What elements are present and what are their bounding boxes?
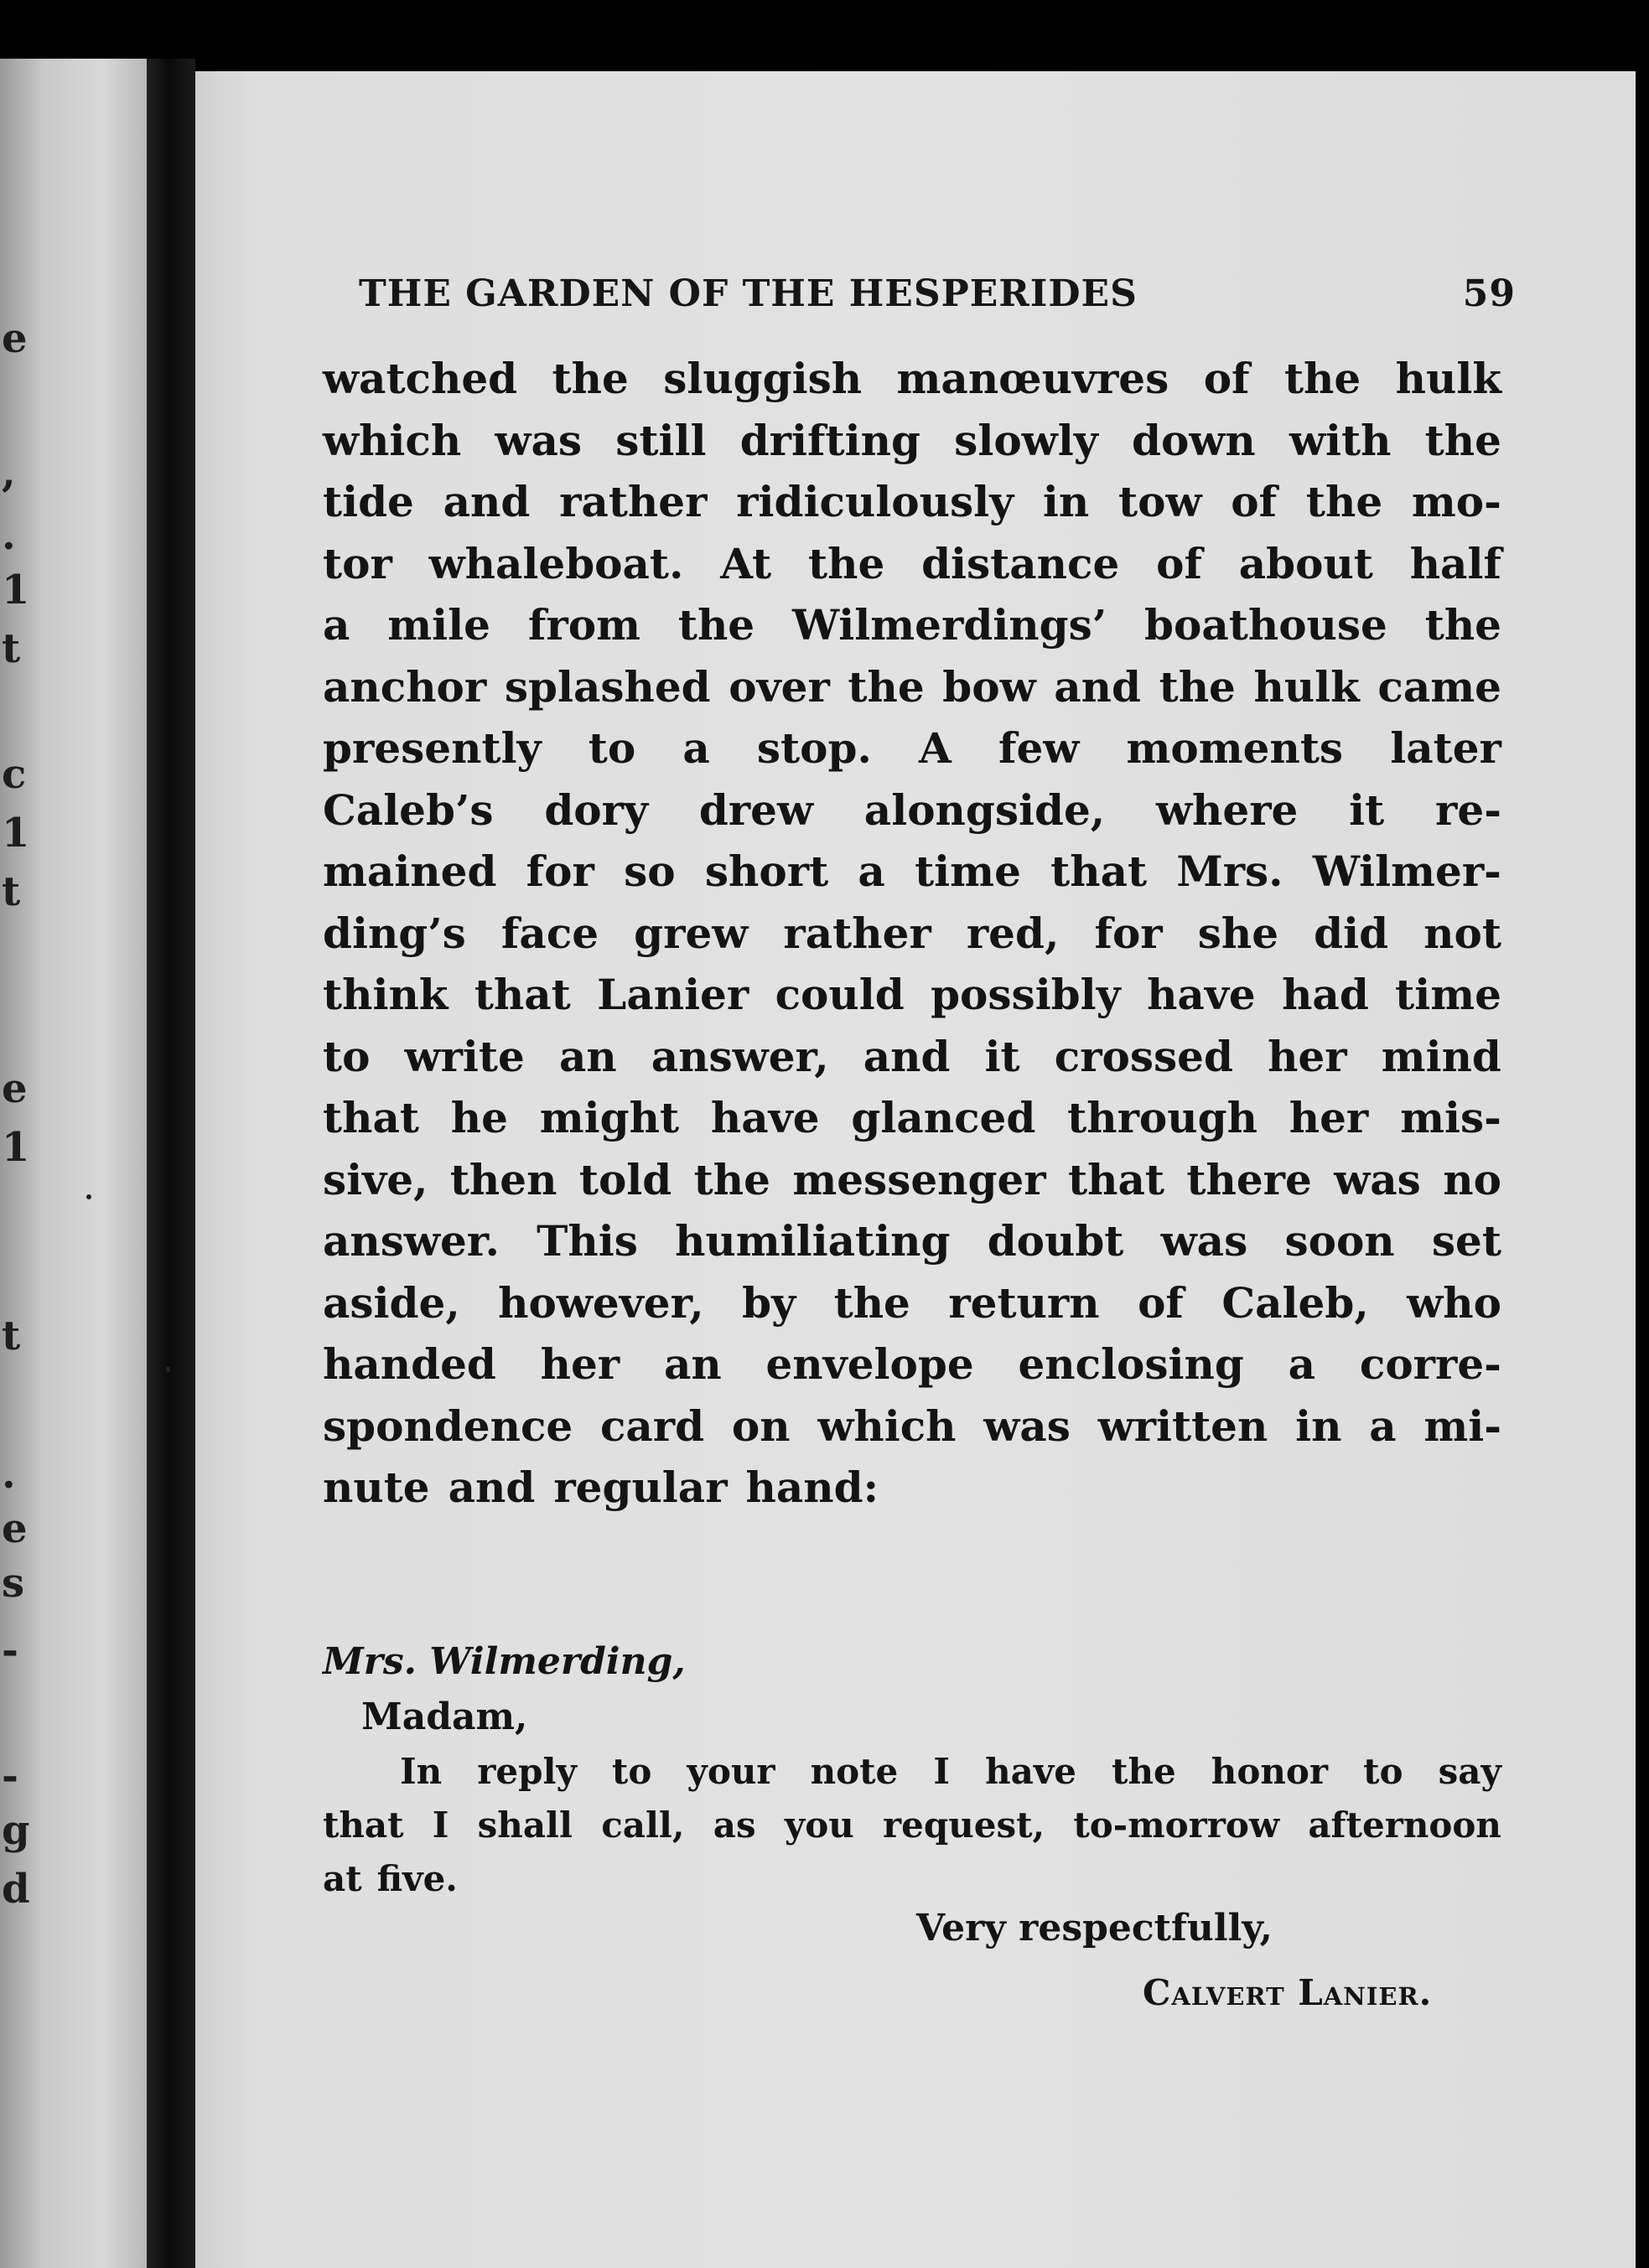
text-line: a mile from the Wilmerdings’ boathouse the xyxy=(323,600,1501,650)
text-line: presently to a stop. A few moments later xyxy=(323,723,1501,773)
running-head-title: THE GARDEN OF THE HESPERIDES xyxy=(359,272,1138,315)
letter-body xyxy=(323,1745,1501,1906)
previous-page-edge xyxy=(0,59,147,2268)
text-line: ding’s face grew rather red, for she did not xyxy=(323,908,1501,958)
text-line: tide and rather ridiculously in tow of the mo- xyxy=(323,477,1501,526)
text-line: anchor splashed over the bow and the hulk came xyxy=(323,661,1501,712)
previous-page-char: , xyxy=(2,449,16,496)
previous-page-char: d xyxy=(2,1866,30,1913)
scan-speck xyxy=(86,1194,91,1199)
text-line: spondence card on which was written in a mi- xyxy=(323,1401,1501,1451)
page-number: 59 xyxy=(1462,272,1516,315)
previous-page-char: t xyxy=(2,625,21,672)
text-line: Caleb’s dory drew alongside, where it re- xyxy=(323,784,1501,835)
previous-page-char: g xyxy=(2,1807,30,1854)
letter-addressee: Mrs. Wilmerding, xyxy=(323,1640,686,1683)
text-line: sive, then told the messenger that there was no xyxy=(323,1154,1501,1204)
letter-signature: Calvert Lanier. xyxy=(1143,1972,1433,2013)
text-line: nute and regular hand: xyxy=(323,1463,879,1512)
previous-page-char: . xyxy=(2,1451,16,1498)
book-page xyxy=(195,71,1636,2268)
text-line: aside, however, by the return of Caleb, who xyxy=(323,1277,1501,1328)
previous-page-char: . xyxy=(2,512,16,559)
text-line: to write an answer, and it crossed her mind xyxy=(323,1031,1501,1081)
text-line: handed her an envelope enclosing a corre- xyxy=(323,1339,1501,1389)
previous-page-char: c xyxy=(2,751,27,798)
letter-line: In reply to your note I have the honor to say xyxy=(400,1751,1501,1792)
letter-line: that I shall call, as you request, to-morrow afternoon xyxy=(323,1805,1501,1846)
previous-page-char: e xyxy=(2,1505,28,1552)
quoted-letter xyxy=(323,1634,1501,1906)
previous-page-char: t xyxy=(2,868,21,915)
previous-page-char: - xyxy=(2,1753,18,1799)
letter-line: at five. xyxy=(323,1858,458,1899)
previous-page-char: 1 xyxy=(2,1124,30,1171)
previous-page-char: s xyxy=(2,1560,25,1607)
book-gutter xyxy=(147,59,195,2268)
text-line: watched the sluggish manœuvres of the hulk xyxy=(323,354,1501,403)
letter-closing: Very respectfully, xyxy=(916,1907,1273,1950)
text-line: which was still drifting slowly down with the xyxy=(323,415,1501,465)
previous-page-char: 1 xyxy=(2,567,30,614)
previous-page-char: - xyxy=(2,1627,18,1674)
letter-salutation: Madam, xyxy=(361,1696,528,1738)
text-line: think that Lanier could possibly have had time xyxy=(323,970,1501,1019)
previous-page-char: e xyxy=(2,1065,28,1112)
body-text xyxy=(323,348,1501,1519)
running-head xyxy=(359,272,1516,315)
text-line: that he might have glanced through her mis- xyxy=(323,1093,1501,1142)
previous-page-char: e xyxy=(2,315,28,362)
previous-page-char: t xyxy=(2,1313,21,1359)
text-line: tor whaleboat. At the distance of about half xyxy=(323,538,1501,588)
text-line: mained for so short a time that Mrs. Wilmer- xyxy=(323,847,1501,896)
scan-speck xyxy=(166,1366,170,1373)
previous-page-char: 1 xyxy=(2,810,30,857)
text-line: answer. This humiliating doubt was soon set xyxy=(323,1216,1501,1266)
